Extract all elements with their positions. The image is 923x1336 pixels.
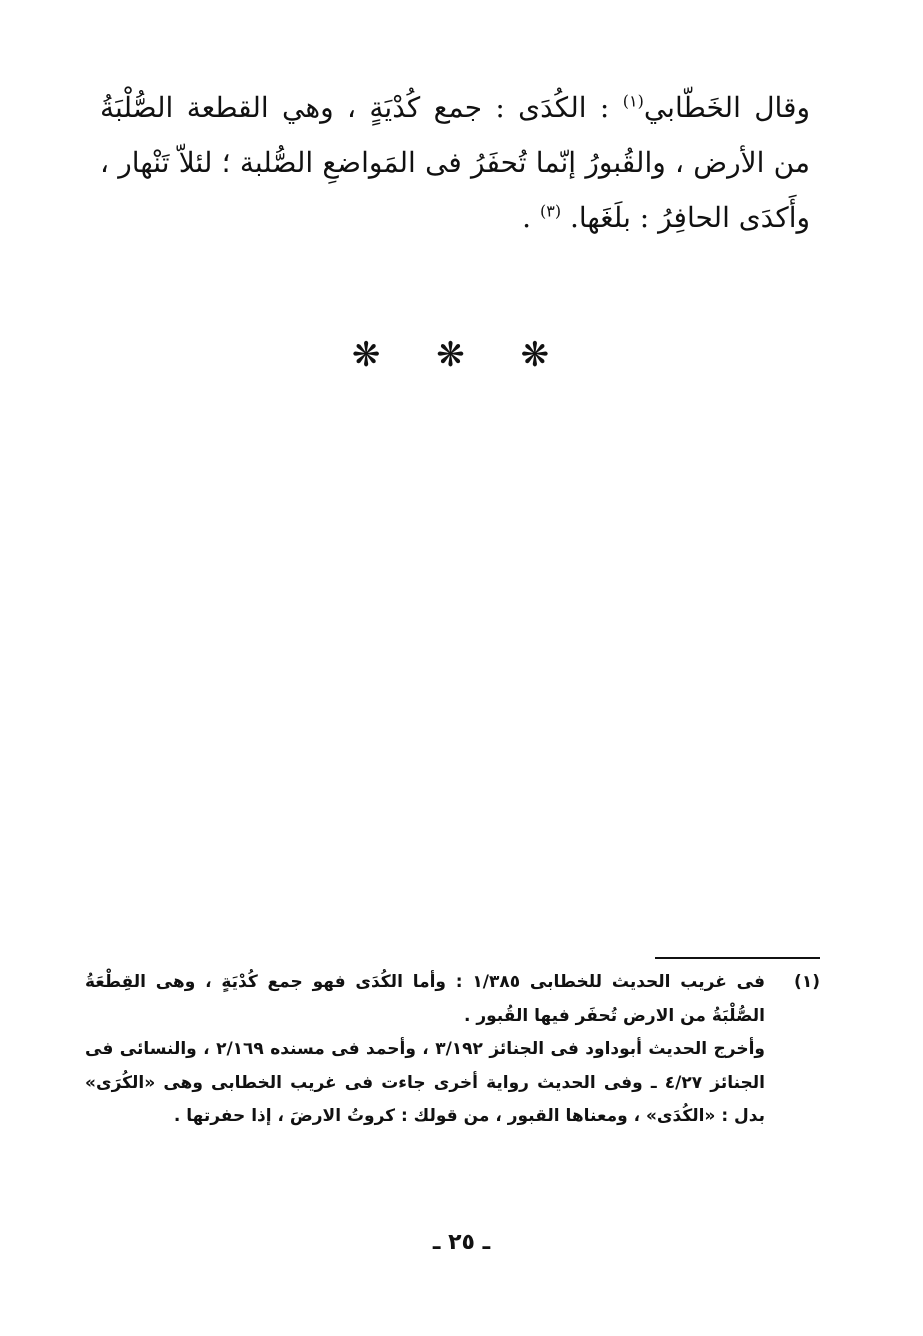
footnote-item bbox=[85, 966, 820, 1134]
footnote-divider bbox=[655, 957, 820, 959]
main-text-end: . bbox=[522, 201, 540, 234]
section-separator: ❋ ❋ ❋ bbox=[351, 335, 572, 375]
footnote-paragraph: وأخرج الحديث أبوداود فى الجنائز ٣/١٩٢ ، وأحمد فى مسنده ٢/١٦٩ ، والنسائى فى الجنائز ٤/٢٧ ـ وفى الحديث رواية أخرى جاءت فى غريب الخطابى وهى «الكُرَى» بدل : «الكُدَى» ، ومعناها القبور ، من قولك : كروتُ الارضَ ، إذا حفرتها . bbox=[85, 1039, 765, 1126]
main-text-body: : الكُدَى : جمع كُدْيَةٍ ، وهي القطعة الصُّلْبَةُ من الأرض ، والقُبورُ إنّما تُحفَرُ فى المَواضعِ الصُّلبة ؛ لئلاّ تَنْهار ، وأَكدَى الحافِرُ : بلَغَها. bbox=[100, 91, 810, 234]
footnote-paragraph: فى غريب الحديث للخطابى ١/٣٨٥ : وأما الكُدَى فهو جمع كُدْيَةٍ ، وهى القِطْعَةُ الصُّلْبَةُ من الارض تُحفَر فيها القُبور . bbox=[85, 972, 765, 1026]
main-text-start: وقال الخَطّابي bbox=[643, 91, 810, 124]
footnote-number: (١) bbox=[794, 972, 820, 992]
main-paragraph bbox=[100, 80, 810, 245]
main-text-line bbox=[100, 80, 810, 245]
footnotes-block bbox=[85, 966, 820, 1134]
page-number: ـ ٢٥ ـ bbox=[432, 1230, 491, 1255]
footnote-reference: (١) bbox=[622, 91, 644, 111]
closing-reference: (٣) bbox=[539, 201, 562, 221]
footnote-body bbox=[85, 966, 765, 1134]
